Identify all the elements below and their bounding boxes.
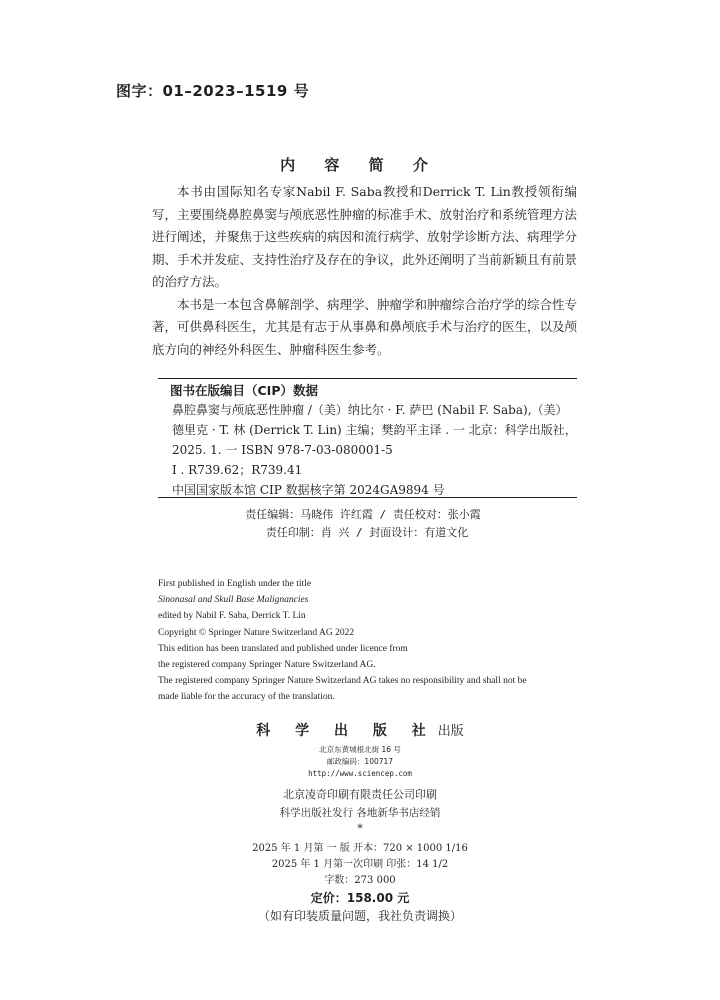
- english-line: edited by Nabil F. Saba, Derrick T. Lin: [158, 611, 306, 622]
- cip-line: 2025. 1. 一 ISBN 978-7-03-080001-5: [172, 443, 393, 457]
- publisher-postcode: 邮政编码：100717: [326, 757, 394, 766]
- edition-line: 2025 年 1 月第 一 版 开本：720 × 1000 1/16: [252, 843, 468, 854]
- cip-top-rule: [158, 378, 577, 379]
- cip-line: 中国国家版本馆 CIP 数据核字第 2024GA9894 号: [172, 483, 445, 497]
- english-rights-notice: [158, 576, 588, 706]
- cip-body: [172, 400, 580, 500]
- cip-line: 德里克 · T. 林 (Derrick T. Lin) 主编；樊韵平主译 . 一 北京：科学出版社，: [172, 423, 577, 437]
- original-title: Sinonasal and Skull Base Malignancies: [158, 595, 309, 606]
- english-line: The registered company Springer Nature Switzerland AG takes no responsibility and shall not be: [158, 676, 527, 687]
- publisher-logotype: 科 学 出 版 社: [256, 723, 436, 739]
- cip-title: 图书在版编目（CIP）数据: [170, 383, 318, 398]
- price: 定价：158.00 元: [310, 891, 410, 905]
- publisher-block: [0, 720, 720, 925]
- publisher-url: http://www.sciencep.com: [308, 769, 412, 778]
- english-line: This edition has been translated and published under licence from: [158, 643, 408, 654]
- separator-star: *: [357, 822, 363, 835]
- english-line: the registered company Springer Nature Switzerland AG.: [158, 660, 376, 671]
- copyright-line: Copyright © Springer Nature Switzerland AG 2022: [158, 627, 355, 638]
- publisher-address: 北京东黄城根北街 16 号: [319, 745, 401, 754]
- staff-line-editors: 责任编辑：马晓伟 许红霞 / 责任校对：张小霞: [245, 508, 481, 521]
- summary-text: [152, 181, 577, 361]
- cip-line: Ⅰ . R739.62；R739.41: [172, 463, 303, 477]
- quality-notice: （如有印装质量问题，我社负责调换）: [257, 909, 462, 923]
- publisher-suffix: 出版: [437, 724, 464, 739]
- english-line: made liable for the accuracy of the translation.: [158, 692, 335, 703]
- distribution-line: 科学出版社发行 各地新华书店经销: [279, 807, 441, 819]
- summary-title: 内 容 简 介: [280, 156, 440, 174]
- summary-paragraph: 本书由国际知名专家Nabil F. Saba教授和Derrick T. Lin教授领衔编写，主要围绕鼻腔鼻窦与颅底恶性肿瘤的标准手术、放射治疗和系统管理方法进行阐述，并聚焦于这些疾病的病因和流行病学、放射学诊断方法、病理学分期、手术并发症、支持性治疗及存在的争议，此外还阐明了当前新颖且有前景的治疗方法。: [152, 184, 578, 289]
- cip-bottom-rule: [158, 497, 577, 498]
- publisher-name-line: [0, 720, 720, 740]
- printer-line: 北京凌奇印刷有限责任公司印刷: [283, 788, 437, 801]
- staff-line-production: 责任印制：肖 兴 / 封面设计：有道文化: [265, 526, 469, 539]
- summary-paragraph: 本书是一本包含鼻解剖学、病理学、肿瘤学和肿瘤综合治疗学的综合性专著，可供鼻科医生，尤其是有志于从事鼻和鼻颅底手术与治疗的医生，以及颅底方向的神经外科医生、肿瘤科医生参考。: [152, 296, 578, 357]
- english-line: First published in English under the title: [158, 579, 312, 589]
- word-count: 字数：273 000: [324, 875, 396, 886]
- printing-line: 2025 年 1 月第一次印刷 印张：14 1/2: [271, 859, 449, 870]
- editorial-staff: [0, 506, 720, 542]
- cip-line: 鼻腔鼻窦与颅底恶性肿瘤 /（美）纳比尔 · F. 萨巴 (Nabil F. Saba),（美）: [172, 403, 568, 417]
- record-number: 图字：01–2023–1519 号: [116, 82, 310, 100]
